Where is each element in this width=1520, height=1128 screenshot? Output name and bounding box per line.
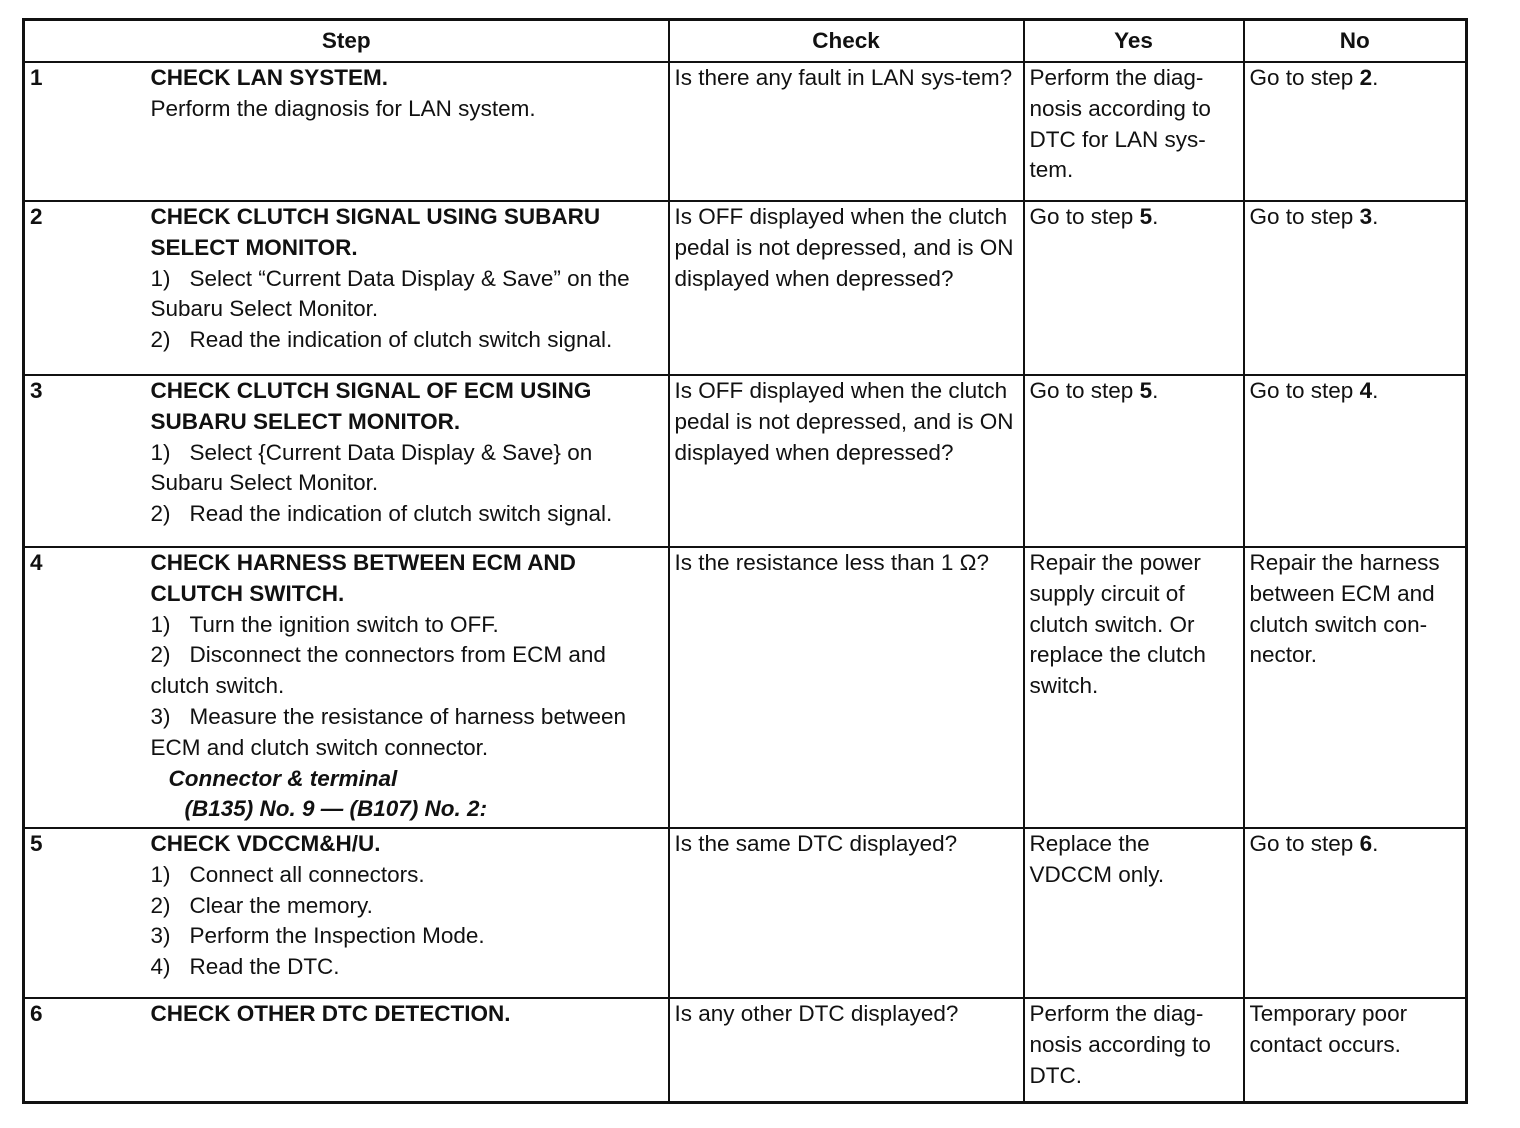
no-prefix: Go to step <box>1249 831 1360 856</box>
list-item <box>151 921 663 952</box>
item-number: 4) <box>150 954 171 980</box>
header-step: Step <box>24 20 669 63</box>
item-number: 1) <box>150 861 171 887</box>
yes-cell <box>1024 201 1244 375</box>
item-number: 2) <box>150 327 171 353</box>
table-row <box>24 547 1467 828</box>
table-row <box>24 375 1467 547</box>
item-number: 2) <box>150 892 171 918</box>
item-number: 1) <box>150 439 171 465</box>
header-check: Check <box>669 20 1024 63</box>
connector-value: (B135) No. 9 — (B107) No. 2: <box>184 796 488 822</box>
table-row <box>24 201 1467 375</box>
item-text: Clear the memory. <box>189 892 373 918</box>
item-text: Measure the resistance of harness between ECM and clutch switch connector. <box>150 703 626 760</box>
step-description <box>146 201 669 375</box>
list-item <box>151 702 663 764</box>
yes-prefix: Go to step <box>1029 378 1140 403</box>
list-item <box>151 640 663 702</box>
step-description <box>146 547 669 828</box>
check-cell: Is there any fault in LAN sys-tem? <box>669 62 1024 201</box>
check-cell: Is the same DTC displayed? <box>669 828 1024 998</box>
step-title: CHECK CLUTCH SIGNAL OF ECM USING SUBARU SELECT MONITOR. <box>150 378 592 434</box>
no-suffix: . <box>1372 204 1379 229</box>
item-text: Disconnect the connectors from ECM and clutch switch. <box>150 642 606 699</box>
item-number: 2) <box>150 501 171 527</box>
table-row <box>24 998 1467 1102</box>
yes-prefix: Go to step <box>1029 204 1140 229</box>
no-step-ref: 6 <box>1359 831 1373 856</box>
yes-cell <box>1024 375 1244 547</box>
header-yes: Yes <box>1024 20 1244 63</box>
yes-step-ref: 5 <box>1139 378 1153 403</box>
list-item <box>151 610 663 641</box>
list-item <box>151 325 663 356</box>
step-number: 3 <box>24 375 146 547</box>
no-suffix: . <box>1372 831 1379 856</box>
step-number: 5 <box>24 828 146 998</box>
diagnostic-table <box>22 18 1468 1104</box>
no-step-ref: 2 <box>1359 65 1373 90</box>
step-number: 4 <box>24 547 146 828</box>
item-number: 1) <box>150 611 171 637</box>
no-prefix: Go to step <box>1249 65 1360 90</box>
no-step-ref: 4 <box>1359 378 1373 403</box>
step-title: CHECK CLUTCH SIGNAL USING SUBARU SELECT MONITOR. <box>150 204 601 260</box>
list-item <box>151 264 663 326</box>
list-item <box>151 499 663 530</box>
yes-cell: Replace the VDCCM only. <box>1024 828 1244 998</box>
check-cell: Is OFF displayed when the clutch pedal is not depressed, and is ON displayed when depressed? <box>669 201 1024 375</box>
no-cell: Temporary poor contact occurs. <box>1244 998 1467 1102</box>
yes-cell: Repair the power supply circuit of clutch switch. Or replace the clutch switch. <box>1024 547 1244 828</box>
connector-label: Connector & terminal <box>168 765 398 791</box>
list-item <box>151 952 663 983</box>
step-number: 6 <box>24 998 146 1102</box>
yes-suffix: . <box>1152 204 1159 229</box>
check-cell: Is any other DTC displayed? <box>669 998 1024 1102</box>
yes-cell: Perform the diag-nosis according to DTC for LAN sys-tem. <box>1024 62 1244 201</box>
step-title: CHECK VDCCM&H/U. <box>150 831 381 856</box>
yes-suffix: . <box>1152 378 1159 403</box>
no-prefix: Go to step <box>1249 378 1360 403</box>
yes-cell: Perform the diag-nosis according to DTC. <box>1024 998 1244 1102</box>
no-suffix: . <box>1372 65 1379 90</box>
item-text: Perform the Inspection Mode. <box>189 923 485 949</box>
check-cell: Is OFF displayed when the clutch pedal is not depressed, and is ON displayed when depressed? <box>669 375 1024 547</box>
item-text: Read the DTC. <box>189 954 340 980</box>
header-no: No <box>1244 20 1467 63</box>
item-text: Turn the ignition switch to OFF. <box>189 611 499 637</box>
step-number: 1 <box>24 62 146 201</box>
no-cell <box>1244 375 1467 547</box>
step-text: Perform the diagnosis for LAN system. <box>150 95 536 121</box>
step-title: CHECK LAN SYSTEM. <box>150 65 389 90</box>
step-description <box>146 62 669 201</box>
step-description <box>146 828 669 998</box>
table-row <box>24 62 1467 201</box>
no-cell: Repair the harness between ECM and clutch switch con-nector. <box>1244 547 1467 828</box>
item-text: Read the indication of clutch switch signal. <box>189 327 613 353</box>
item-text: Read the indication of clutch switch signal. <box>189 501 613 527</box>
no-cell <box>1244 828 1467 998</box>
yes-step-ref: 5 <box>1139 204 1153 229</box>
item-text: Select “Current Data Display & Save” on the Subaru Select Monitor. <box>150 265 630 322</box>
no-suffix: . <box>1372 378 1379 403</box>
step-description <box>146 998 669 1102</box>
item-text: Connect all connectors. <box>189 861 425 887</box>
no-cell <box>1244 201 1467 375</box>
header-row <box>24 20 1467 63</box>
check-cell: Is the resistance less than 1 Ω? <box>669 547 1024 828</box>
step-number: 2 <box>24 201 146 375</box>
item-text: Select {Current Data Display & Save} on Subaru Select Monitor. <box>150 439 593 496</box>
list-item <box>151 860 663 891</box>
item-number: 1) <box>150 265 171 291</box>
no-step-ref: 3 <box>1359 204 1373 229</box>
item-number: 3) <box>150 923 171 949</box>
list-item <box>151 438 663 500</box>
item-number: 3) <box>150 703 171 729</box>
table-row <box>24 828 1467 998</box>
step-title: CHECK OTHER DTC DETECTION. <box>150 1001 511 1026</box>
no-cell <box>1244 62 1467 201</box>
list-item <box>151 891 663 922</box>
step-description <box>146 375 669 547</box>
step-title: CHECK HARNESS BETWEEN ECM AND CLUTCH SWITCH. <box>150 550 576 606</box>
no-prefix: Go to step <box>1249 204 1360 229</box>
item-number: 2) <box>150 642 171 668</box>
